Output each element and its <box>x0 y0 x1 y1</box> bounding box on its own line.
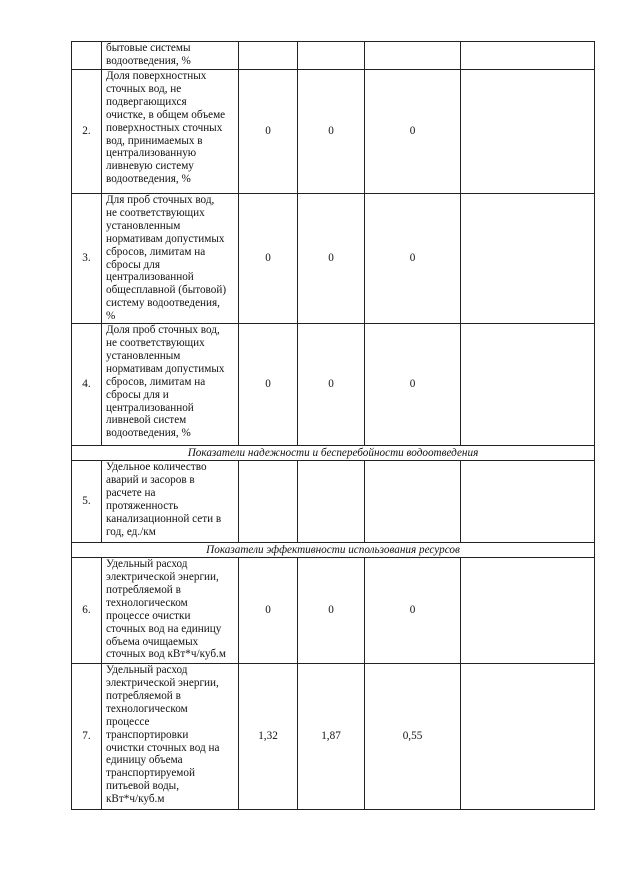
row-number: 4. <box>72 324 102 446</box>
indicator-description: Доля проб сточных вод, не соответствующих установленным нормативам допустимых сбросов, лимитам на сбросы для и централизованной ливневой систем водоотведения, % <box>102 324 239 446</box>
row-number <box>72 42 102 70</box>
value-cell: 0 <box>239 558 298 664</box>
value-cell: 0 <box>239 194 298 324</box>
indicator-description: Удельный расход электрической энергии, потребляемой в технологическом процессе очистки сточных вод на единицу объема очищаемых сточных вод кВт*ч/куб.м <box>102 558 239 664</box>
value-cell: 0 <box>365 324 461 446</box>
value-cell: 0,55 <box>365 664 461 810</box>
value-cell: 0 <box>298 558 365 664</box>
row-number: 3. <box>72 194 102 324</box>
value-cell: 0 <box>365 194 461 324</box>
value-cell: 0 <box>365 558 461 664</box>
value-cell <box>365 461 461 543</box>
row-number: 5. <box>72 461 102 543</box>
value-cell <box>461 324 595 446</box>
section-title-reliability: Показатели надежности и бесперебойности водоотведения <box>72 446 595 461</box>
table-row <box>72 324 595 446</box>
table-row <box>72 42 595 70</box>
value-cell <box>461 558 595 664</box>
value-cell: 0 <box>298 194 365 324</box>
row-number: 7. <box>72 664 102 810</box>
table-row <box>72 70 595 194</box>
indicator-description: Доля поверхностных сточных вод, не подвергающихся очистке, в общем объеме поверхностных сточных вод, принимаемых в централизованную ливневую систему водоотведения, % <box>102 70 239 194</box>
indicator-description: бытовые системы водоотведения, % <box>102 42 239 70</box>
value-cell: 0 <box>239 70 298 194</box>
value-cell <box>461 42 595 70</box>
indicator-description: Для проб сточных вод, не соответствующих установленным нормативам допустимых сбросов, лимитам на сбросы для централизованной общесплавной (бытовой) систему водоотведения, % <box>102 194 239 324</box>
row-number: 2. <box>72 70 102 194</box>
value-cell: 0 <box>365 70 461 194</box>
value-cell <box>461 70 595 194</box>
table-row <box>72 461 595 543</box>
value-cell: 0 <box>239 324 298 446</box>
table-row <box>72 194 595 324</box>
value-cell <box>239 461 298 543</box>
value-cell: 1,87 <box>298 664 365 810</box>
table-row <box>72 664 595 810</box>
value-cell <box>461 194 595 324</box>
value-cell: 0 <box>298 70 365 194</box>
value-cell <box>298 461 365 543</box>
section-header-row <box>72 446 595 461</box>
indicator-description: Удельный расход электрической энергии, потребляемой в технологическом процессе транспортировки очистки сточных вод на единицу объема транспортируемой питьевой воды, кВт*ч/куб.м <box>102 664 239 810</box>
value-cell <box>461 664 595 810</box>
value-cell: 0 <box>298 324 365 446</box>
indicator-description: Удельное количество аварий и засоров в расчете на протяженность канализационной сети в год, ед./км <box>102 461 239 543</box>
section-title-efficiency: Показатели эффективности использования ресурсов <box>72 543 595 558</box>
section-header-row <box>72 543 595 558</box>
indicators-table <box>71 41 595 810</box>
value-cell <box>461 461 595 543</box>
table-row <box>72 558 595 664</box>
value-cell <box>239 42 298 70</box>
value-cell <box>365 42 461 70</box>
value-cell: 1,32 <box>239 664 298 810</box>
value-cell <box>298 42 365 70</box>
row-number: 6. <box>72 558 102 664</box>
